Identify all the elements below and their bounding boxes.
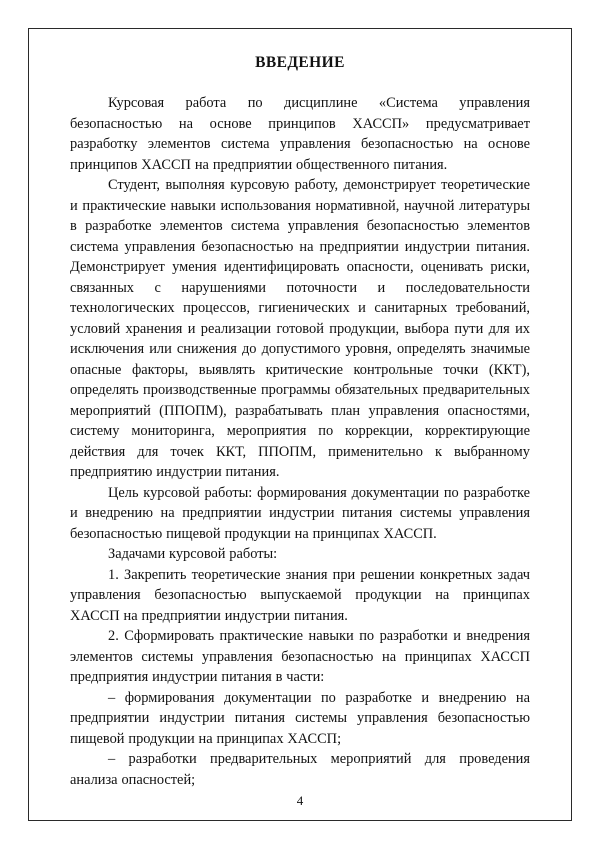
paragraph: – разработки предварительных мероприятий для проведения анализа опасностей; [70, 751, 530, 788]
paragraph: Цель курсовой работы: формирования документации по разработке и внедрению на предприятии индустрии питания системы управления безопасностью пищевой продукции на принципах ХАССП. [70, 484, 530, 542]
paragraph: 1. Закрепить теоретические знания при решении конкретных задач управления безопасностью выпускаемой продукции на принципах ХАССП на предприятии индустрии питания. [70, 566, 530, 624]
paragraph: Студент, выполняя курсовую работу, демонстрирует теоретические и практические навыки использования нормативной, научной литературы в разработке элементов система управления безопасностью элементов система управления безопасностью на предприятии индустрии питания. Демонстрирует умения идентифицировать опасности, оценивать риски, связанных с нарушениями поточности и последовательности технологических процессов, гигиенических и санитарных требований, условий хранения и реализации готовой продукции, выбора пути для их исключения или снижения до допустимого уровня, определять значимые опасные факторы, выявлять критические контрольные точки (ККТ), определять производственные программы обязательных предварительных мероприятий (ППОПМ), разрабатывать план управления опасностями, систему мониторинга, мероприятия по коррекции, корректирующие действия для точек ККТ, ППОПМ, применительно к выбранному предприятию индустрии питания. [70, 177, 530, 480]
paragraph: Задачами курсовой работы: [108, 546, 278, 562]
paragraph: – формирования документации по разработке и внедрению на предприятии индустрии питания системы управления безопасностью пищевой продукции на принципах ХАССП; [70, 689, 530, 747]
paragraph: 2. Сформировать практические навыки по разработки и внедрения элементов системы управления безопасностью на принципах ХАССП предприятия индустрии питания в части: [70, 628, 530, 685]
body-text [70, 93, 530, 790]
paragraph: Курсовая работа по дисциплине «Система управления безопасностью на основе принципов ХАССП» предусматривает разработку элементов система управления безопасностью на основе принципов ХАССП на предприятии общественного питания. [70, 95, 530, 173]
page-title: ВВЕДЕНИЕ [255, 54, 345, 71]
page-content [70, 54, 530, 790]
page-number: 4 [296, 793, 304, 808]
